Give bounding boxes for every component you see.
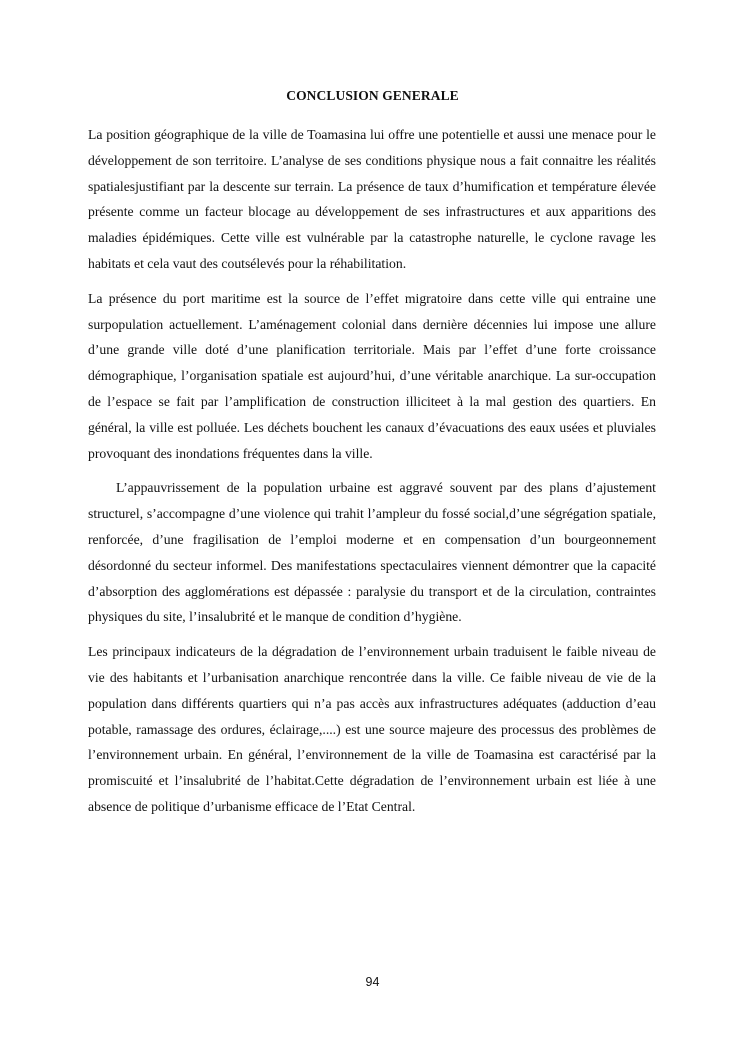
paragraph-2: La présence du port maritime est la source de l’effet migratoire dans cette ville qui entraine une surpopulation actuellement. L’aménagement colonial dans dernière décennies lui impose une allure d’une grande ville doté d’une planification territoriale. Mais par l’effet d’une forte croissance démographique, l’organisation spatiale est aujourd’hui, d’une véritable anarchique. La sur-occupation de l’espace se fait par l’amplification de construction illiciteet à la mal gestion des quartiers. En général, la ville est polluée. Les déchets bouchent les canaux d’évacuations des eaux usées et pluviales provoquant des inondations fréquentes dans la ville. xyxy=(88,290,656,461)
paragraph-1: La position géographique de la ville de Toamasina lui offre une potentielle et aussi une menace pour le développement de son territoire. L’analyse de ses conditions physique nous a fait connaitre les réalités spatialesjustifiant par la descente sur terrain. La présence de taux d’humification et température élevée présente comme un facteur blocage au développement de ses infrastructures et aux apparitions des maladies épidémiques. Cette ville est vulnérable par la catastrophe naturelle, le cyclone ravage les habitats et cela vaut des coutsélevés pour la réhabilitation. xyxy=(88,127,656,271)
page-number: 94 xyxy=(365,975,380,989)
paragraph-4: Les principaux indicateurs de la dégradation de l’environnement urbain traduisent le faible niveau de vie des habitants et l’urbanisation anarchique rencontrée dans la ville. Ce faible niveau de vie de la population dans différents quartiers qui n’a pas accès aux infrastructures adéquates (adduction d’eau potable, ramassage des ordures, éclairage,....) est une source majeure des processus des problèmes de l’environnement urbain. En général, l’environnement de la ville de Toamasina est caractérisé par la promiscuité et l’insalubrité de l’habitat.Cette dégradation de l’environnement urbain est liée à une absence de politique d’urbanisme efficace de l’Etat Central. xyxy=(88,644,656,814)
paragraph-3: L’appauvrissement de la population urbaine est aggravé souvent par des plans d’ajustement structurel, s’accompagne d’une violence qui trahit l’ampleur du fossé social,d’une ségrégation spatiale, renforcée, d’une fragilisation de l’emploi moderne et en compensation d’un bourgeonnement désordonné du secteur informel. Des manifestations spectaculaires viennent démontrer que la capacité d’absorption des agglomérations est dépassée : paralysie du transport et de la circulation, contraintes physiques du site, l’insalubrité et le manque de condition d’hygiène. xyxy=(88,480,656,625)
page-title: CONCLUSION GENERALE xyxy=(286,88,459,103)
document-body xyxy=(88,122,656,829)
